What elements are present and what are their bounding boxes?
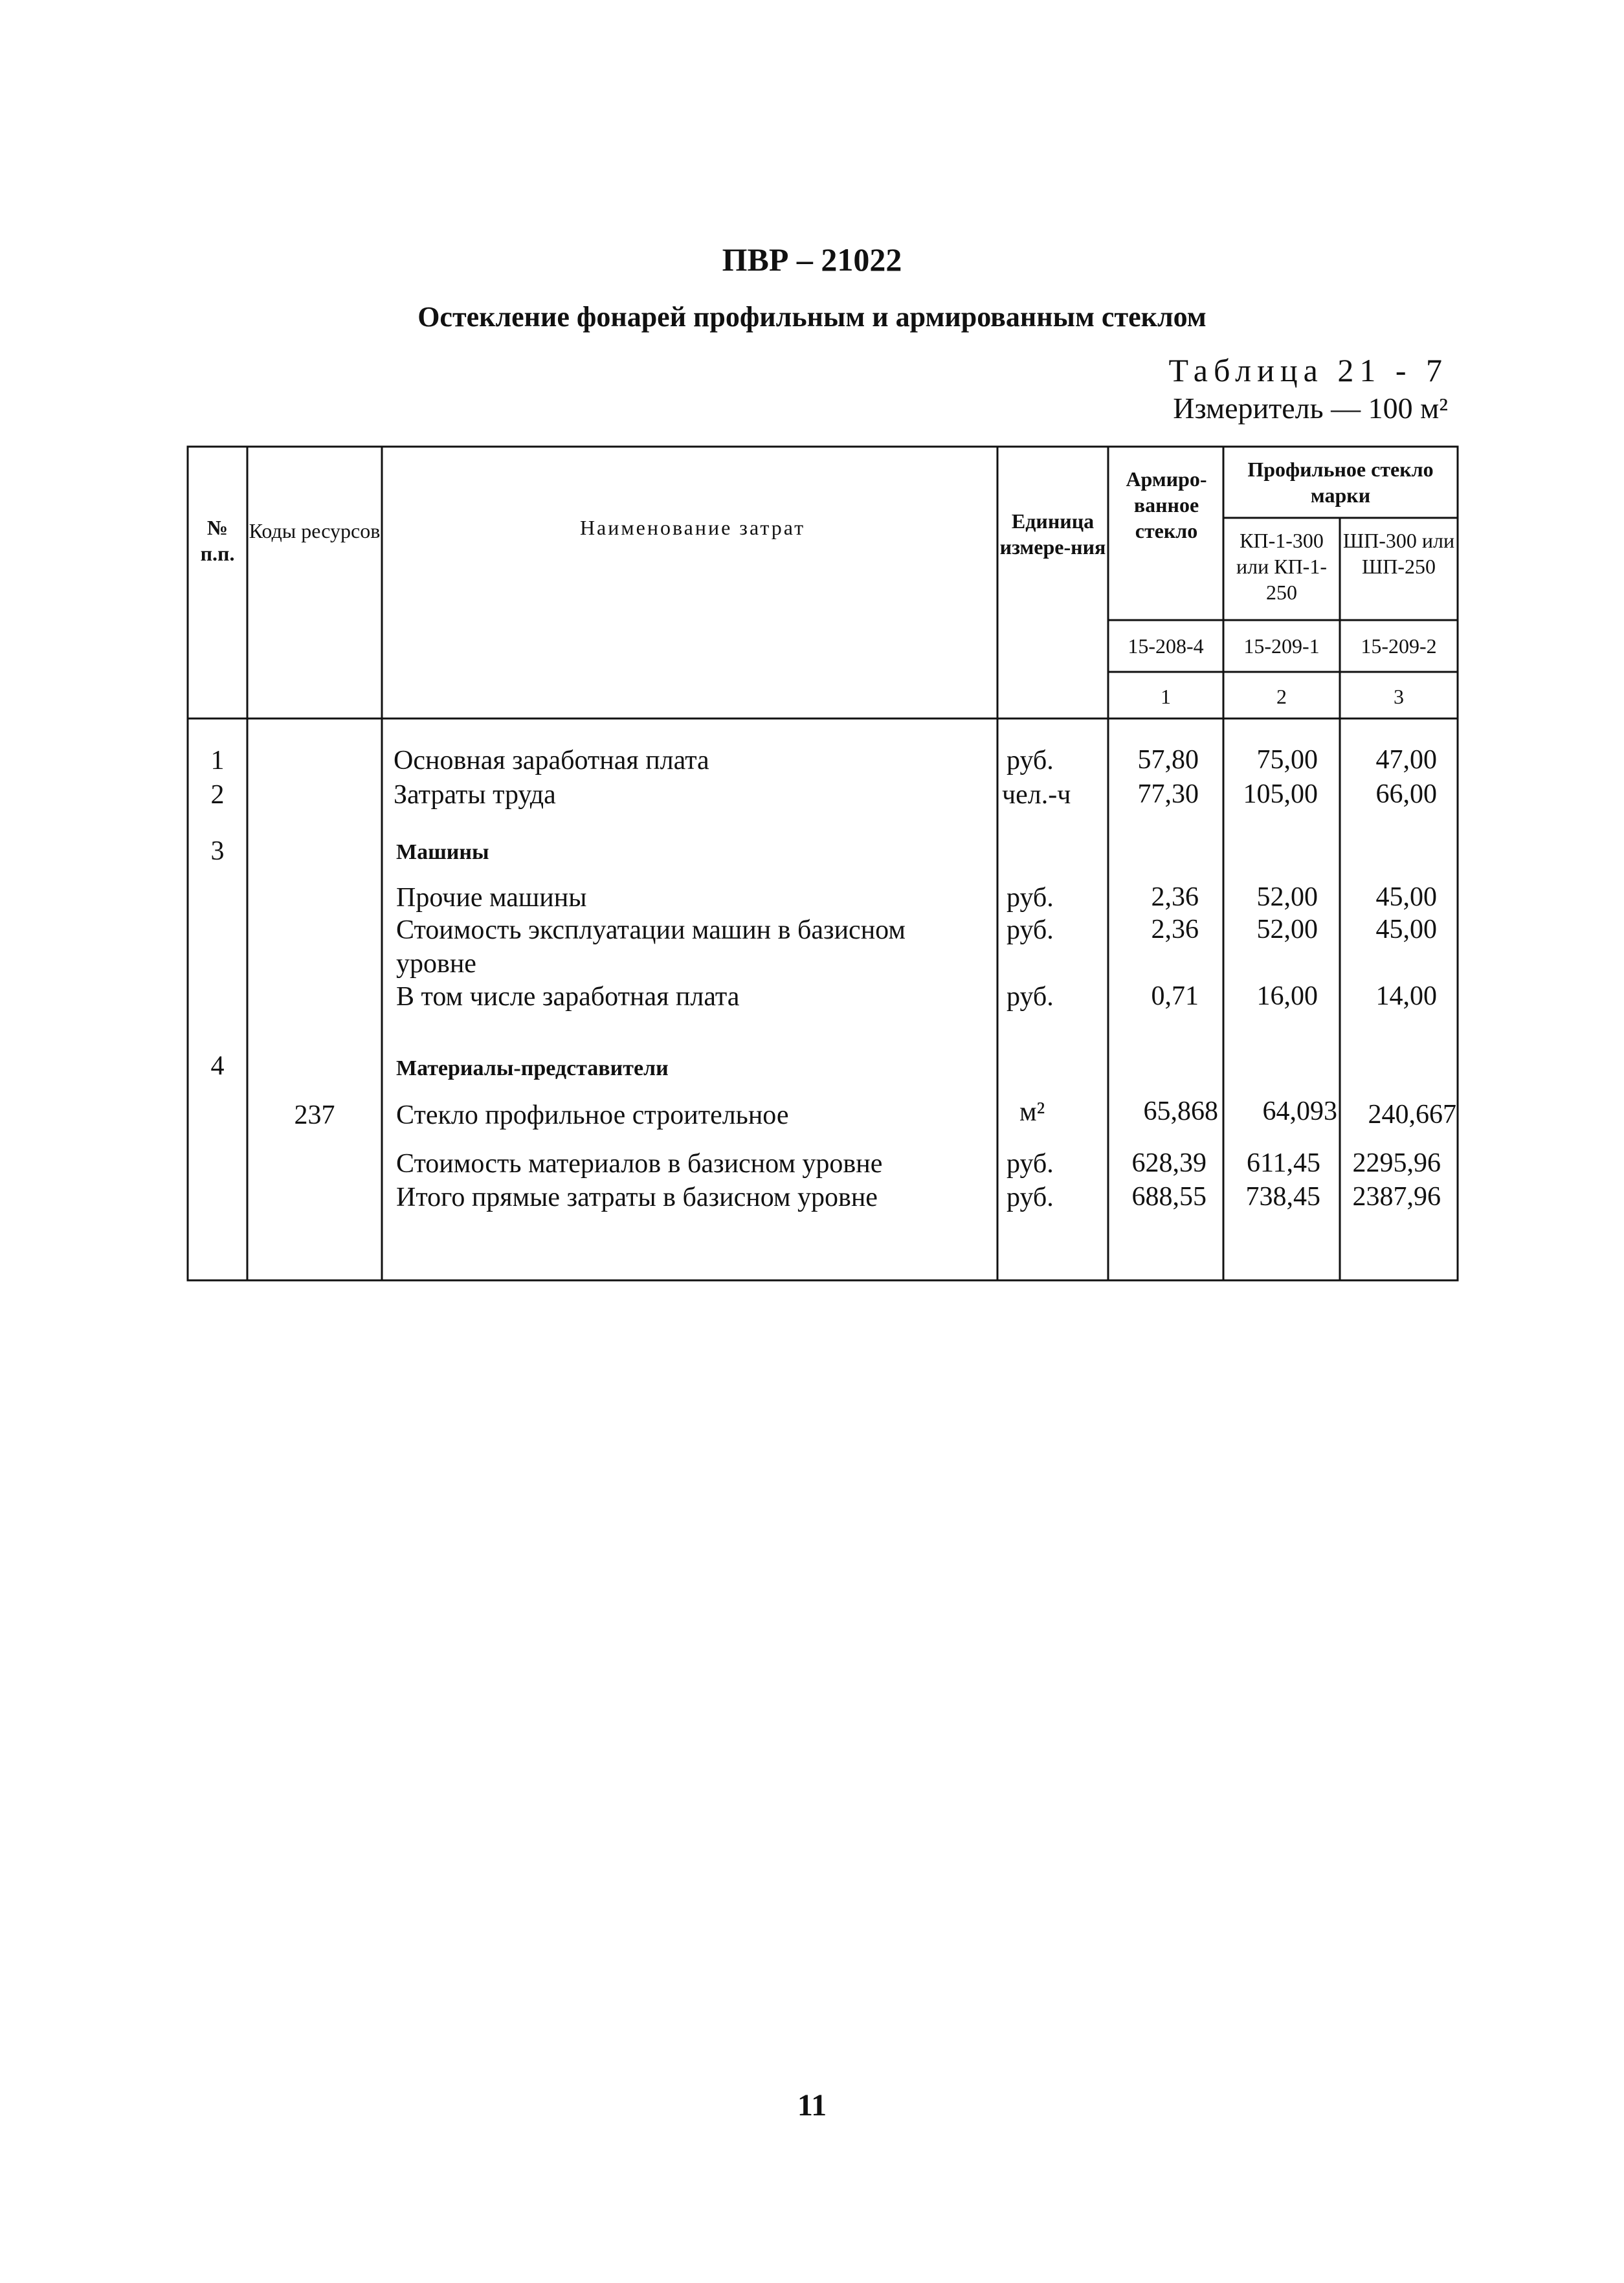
- header-armored: Армиро-ванное стекло: [1126, 467, 1207, 542]
- row-num: 2: [210, 780, 225, 810]
- row-value-1: 2,36: [1151, 915, 1199, 944]
- row-unit: руб.: [1007, 1183, 1054, 1212]
- row-num: 1: [210, 746, 225, 775]
- row-value-1: 2,36: [1151, 882, 1199, 912]
- row-name: Затраты труда: [394, 780, 556, 810]
- row-value-2: 52,00: [1256, 882, 1318, 912]
- row-value-2: 611,45: [1247, 1148, 1320, 1178]
- header-code-1: 15-208-4: [1128, 634, 1204, 658]
- row-value-3: 2387,96: [1352, 1182, 1441, 1212]
- row-name: Стекло профильное строительное: [396, 1100, 789, 1130]
- row-name: Итого прямые затраты в базисном уровне: [396, 1183, 878, 1212]
- row-value-1: 628,39: [1131, 1148, 1207, 1178]
- row-value-1: 57,80: [1137, 745, 1199, 775]
- header-col-1: 1: [1161, 685, 1171, 708]
- row-value-3: 240,667: [1368, 1100, 1456, 1130]
- row-value-1: 688,55: [1131, 1182, 1207, 1212]
- section-heading: Машины: [396, 840, 489, 864]
- header-shp: ШП-300 или ШП-250: [1342, 529, 1455, 578]
- row-name: Прочие машины: [396, 883, 587, 913]
- row-value-2: 52,00: [1256, 915, 1318, 944]
- header-col-3: 3: [1394, 685, 1404, 708]
- row-num: 4: [210, 1051, 225, 1081]
- row-value-3: 66,00: [1375, 779, 1437, 809]
- row-value-2: 738,45: [1245, 1182, 1320, 1212]
- header-kp: КП-1-300 или КП-1-250: [1236, 529, 1327, 604]
- row-unit: руб.: [1007, 746, 1054, 775]
- row-name: Стоимость материалов в базисном уровне: [396, 1149, 883, 1179]
- header-code-3: 15-209-2: [1361, 634, 1437, 658]
- row-unit: руб.: [1007, 1149, 1054, 1179]
- header-profile-group: Профильное стекло марки: [1247, 458, 1434, 507]
- row-name: Стоимость эксплуатации машин в базисном: [396, 915, 906, 945]
- row-unit: чел.-ч: [1002, 780, 1071, 810]
- row-value-3: 47,00: [1375, 745, 1437, 775]
- row-name: В том числе заработная плата: [396, 982, 740, 1012]
- row-value-1: 0,71: [1151, 981, 1199, 1011]
- row-unit: руб.: [1007, 982, 1054, 1012]
- document-title: Остекление фонарей профильным и армированным стеклом: [417, 301, 1207, 333]
- document-code: ПВР – 21022: [722, 241, 902, 278]
- header-unit: Единица измере-ния: [999, 509, 1106, 559]
- row-unit: м²: [1019, 1097, 1045, 1127]
- row-value-1: 77,30: [1137, 779, 1199, 809]
- measure-label: Измеритель — 100 м²: [1173, 392, 1448, 425]
- header-name: Наименование затрат: [579, 516, 806, 539]
- header-code-2: 15-209-1: [1243, 634, 1320, 658]
- row-value-3: 14,00: [1375, 981, 1437, 1011]
- table-label: Таблица 21 - 7: [1168, 352, 1448, 388]
- row-unit: руб.: [1007, 883, 1054, 913]
- page-number: 11: [797, 2088, 827, 2122]
- header-codes: Коды ресурсов: [249, 519, 381, 542]
- row-value-2: 64,093: [1262, 1097, 1337, 1126]
- row-value-2: 16,00: [1256, 981, 1318, 1011]
- row-num: 3: [210, 836, 225, 866]
- row-value-3: 45,00: [1375, 915, 1437, 944]
- row-unit: руб.: [1007, 915, 1054, 945]
- row-value-2: 75,00: [1256, 745, 1318, 775]
- row-value-1: 65,868: [1143, 1097, 1218, 1126]
- row-value-3: 45,00: [1375, 882, 1437, 912]
- header-col-2: 2: [1276, 685, 1287, 708]
- row-name: Основная заработная плата: [394, 746, 709, 775]
- row-code: 237: [294, 1100, 335, 1130]
- row-value-2: 105,00: [1243, 779, 1318, 809]
- row-value-3: 2295,96: [1352, 1148, 1441, 1178]
- section-heading: Материалы-представители: [396, 1056, 669, 1080]
- header-num: № п.п.: [200, 516, 235, 565]
- row-name-continued: уровне: [396, 949, 476, 979]
